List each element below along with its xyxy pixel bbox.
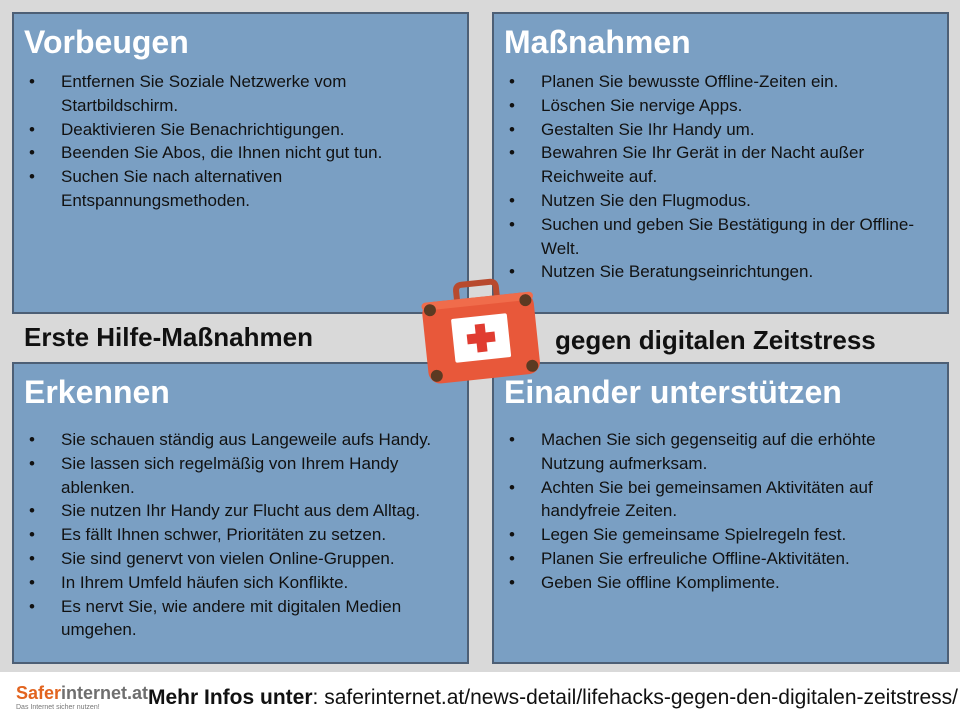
panel-einander-unterstuetzen — [492, 362, 949, 664]
saferinternet-logo[interactable] — [16, 683, 149, 714]
panel-title: Erkennen — [24, 374, 170, 410]
panel-list — [26, 428, 459, 642]
list-item: • Beenden Sie Abos, die Ihnen nicht gut tun. — [26, 141, 459, 165]
logo-tagline: Das Internet sicher nutzen! — [16, 704, 100, 711]
list-item: • Suchen Sie nach alternativen Entspannungsmethoden. — [26, 165, 459, 213]
panel-title: Maßnahmen — [504, 24, 691, 60]
list-item: • Legen Sie gemeinsame Spielregeln fest. — [506, 523, 939, 547]
list-item: • In Ihrem Umfeld häufen sich Konflikte. — [26, 571, 459, 595]
list-item: • Löschen Sie nervige Apps. — [506, 94, 939, 118]
list-item: • Bewahren Sie Ihr Gerät in der Nacht außer Reichweite auf. — [506, 141, 939, 189]
list-item: • Sie sind genervt von vielen Online-Gruppen. — [26, 547, 459, 571]
panel-erkennen — [12, 362, 469, 664]
list-item: • Machen Sie sich gegenseitig auf die erhöhte Nutzung aufmerksam. — [506, 428, 939, 476]
list-item: • Sie schauen ständig aus Langeweile aufs Handy. — [26, 428, 459, 452]
panel-title: Vorbeugen — [24, 24, 189, 60]
headline-right: gegen digitalen Zeitstress — [555, 325, 876, 355]
panel-massnahmen — [492, 12, 949, 314]
footer-info — [148, 685, 958, 711]
list-item: • Gestalten Sie Ihr Handy um. — [506, 118, 939, 142]
logo-wordmark: Saferinternet.at — [16, 683, 149, 703]
list-item: • Planen Sie bewusste Offline-Zeiten ein. — [506, 70, 939, 94]
list-item: • Sie nutzen Ihr Handy zur Flucht aus dem Alltag. — [26, 499, 459, 523]
list-item: • Planen Sie erfreuliche Offline-Aktivitäten. — [506, 547, 939, 571]
list-item: • Nutzen Sie Beratungseinrichtungen. — [506, 260, 939, 284]
list-item: • Achten Sie bei gemeinsamen Aktivitäten auf handyfreie Zeiten. — [506, 476, 939, 524]
list-item: • Deaktivieren Sie Benachrichtigungen. — [26, 118, 459, 142]
first-aid-kit-icon — [413, 277, 549, 391]
headline-left: Erste Hilfe-Maßnahmen — [24, 322, 313, 352]
panel-list — [26, 70, 459, 213]
list-item: • Es fällt Ihnen schwer, Prioritäten zu setzen. — [26, 523, 459, 547]
panel-title: Einander unterstützen — [504, 374, 842, 410]
list-item: • Nutzen Sie den Flugmodus. — [506, 189, 939, 213]
list-item: • Es nervt Sie, wie andere mit digitalen Medien umgehen. — [26, 595, 459, 643]
list-item: • Suchen und geben Sie Bestätigung in der Offline-Welt. — [506, 213, 939, 261]
list-item: • Geben Sie offline Komplimente. — [506, 571, 939, 595]
footer-separator: : — [312, 686, 325, 709]
panel-list — [506, 428, 939, 595]
footer-label: Mehr Infos unter — [148, 686, 313, 709]
panel-list — [506, 70, 939, 284]
list-item: • Entfernen Sie Soziale Netzwerke vom Startbildschirm. — [26, 70, 459, 118]
footer-link[interactable]: saferinternet.at/news-detail/lifehacks-gegen-den-digitalen-zeitstress/ — [324, 686, 959, 709]
list-item: • Sie lassen sich regelmäßig von Ihrem Handy ablenken. — [26, 452, 459, 500]
panel-vorbeugen — [12, 12, 469, 314]
